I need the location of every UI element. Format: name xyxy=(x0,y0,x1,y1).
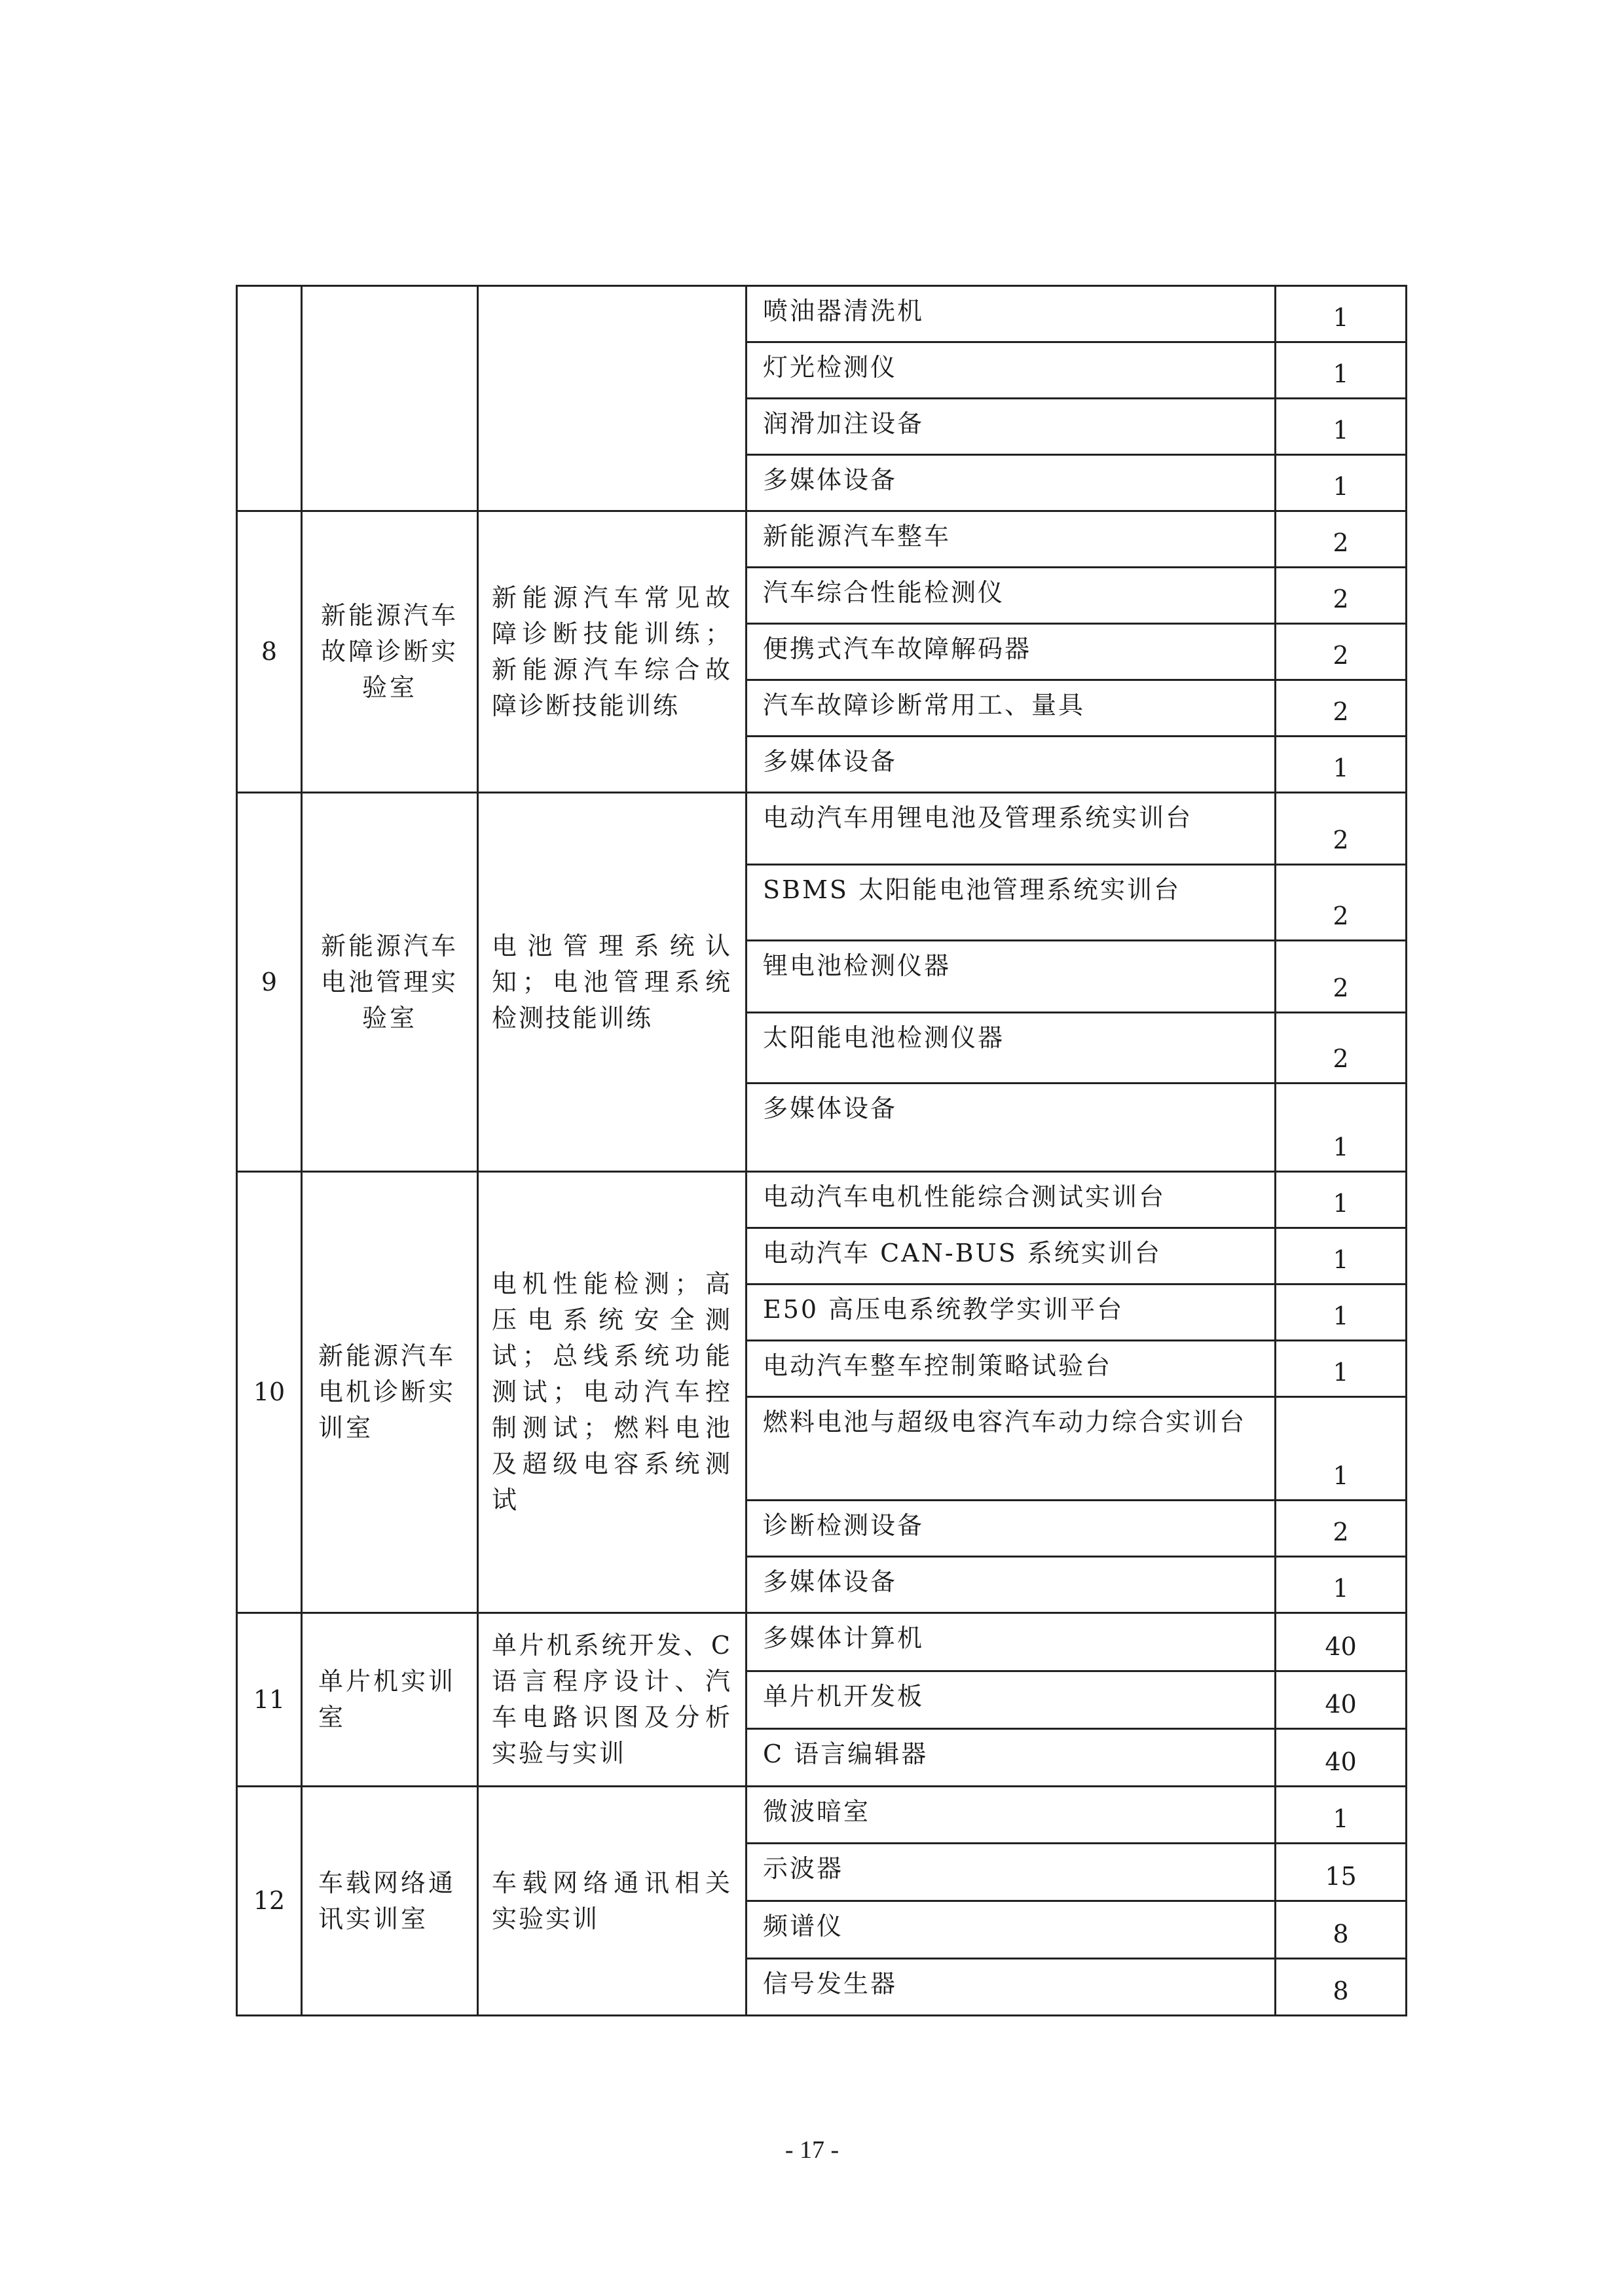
equipment-quantity: 2 xyxy=(1276,1501,1407,1557)
equipment-table xyxy=(236,285,1407,2016)
equipment-quantity: 2 xyxy=(1276,568,1407,624)
equipment-quantity: 1 xyxy=(1276,1341,1407,1397)
row-number: 9 xyxy=(237,793,302,1172)
row-number xyxy=(237,286,302,511)
equipment-quantity: 1 xyxy=(1276,1285,1407,1341)
row-number: 8 xyxy=(237,511,302,793)
equipment-name: SBMS 太阳能电池管理系统实训台 xyxy=(747,865,1276,941)
equipment-name: 汽车故障诊断常用工、量具 xyxy=(747,680,1276,737)
lab-function xyxy=(478,286,747,511)
lab-function: 新能源汽车常见故障诊断技能训练；新能源汽车综合故障诊断技能训练 xyxy=(478,511,747,793)
equipment-quantity: 2 xyxy=(1276,941,1407,1013)
equipment-name: 电动汽车用锂电池及管理系统实训台 xyxy=(747,793,1276,865)
equipment-quantity: 8 xyxy=(1276,1901,1407,1959)
table-row xyxy=(237,1787,1407,1844)
equipment-quantity: 1 xyxy=(1276,1172,1407,1228)
equipment-name: 单片机开发板 xyxy=(747,1671,1276,1729)
equipment-quantity: 1 xyxy=(1276,1787,1407,1844)
table-row xyxy=(237,286,1407,342)
equipment-name: 灯光检测仪 xyxy=(747,342,1276,399)
equipment-name: 润滑加注设备 xyxy=(747,399,1276,455)
equipment-name: 多媒体设备 xyxy=(747,737,1276,793)
lab-name: 新能源汽车电池管理实验室 xyxy=(302,793,478,1172)
equipment-name: 电动汽车整车控制策略试验台 xyxy=(747,1341,1276,1397)
equipment-name: E50 高压电系统教学实训平台 xyxy=(747,1285,1276,1341)
equipment-name: 电动汽车电机性能综合测试实训台 xyxy=(747,1172,1276,1228)
equipment-name: 喷油器清洗机 xyxy=(747,286,1276,342)
equipment-name: 燃料电池与超级电容汽车动力综合实训台 xyxy=(747,1397,1276,1501)
equipment-name: 锂电池检测仪器 xyxy=(747,941,1276,1013)
lab-name xyxy=(302,286,478,511)
equipment-quantity: 1 xyxy=(1276,1397,1407,1501)
lab-function: 电池管理系统认知；电池管理系统检测技能训练 xyxy=(478,793,747,1172)
equipment-quantity: 1 xyxy=(1276,737,1407,793)
equipment-name: 多媒体设备 xyxy=(747,1557,1276,1613)
equipment-name: 信号发生器 xyxy=(747,1959,1276,2016)
equipment-quantity: 40 xyxy=(1276,1729,1407,1787)
page-number: - 17 - xyxy=(784,2136,840,2164)
equipment-quantity: 2 xyxy=(1276,865,1407,941)
lab-function: 车载网络通讯相关实验实训 xyxy=(478,1787,747,2016)
lab-name: 单片机实训室 xyxy=(302,1613,478,1787)
equipment-quantity: 2 xyxy=(1276,680,1407,737)
equipment-quantity: 40 xyxy=(1276,1671,1407,1729)
equipment-name: 多媒体设备 xyxy=(747,455,1276,511)
equipment-name: 诊断检测设备 xyxy=(747,1501,1276,1557)
equipment-name: 太阳能电池检测仪器 xyxy=(747,1013,1276,1084)
equipment-quantity: 40 xyxy=(1276,1613,1407,1671)
equipment-quantity: 1 xyxy=(1276,286,1407,342)
table-row xyxy=(237,793,1407,865)
equipment-quantity: 2 xyxy=(1276,511,1407,568)
table-row xyxy=(237,1613,1407,1671)
equipment-quantity: 8 xyxy=(1276,1959,1407,2016)
row-number: 10 xyxy=(237,1172,302,1613)
equipment-name: 多媒体设备 xyxy=(747,1084,1276,1172)
lab-function: 单片机系统开发、C语言程序设计、汽车电路识图及分析实验与实训 xyxy=(478,1613,747,1787)
equipment-name: 多媒体计算机 xyxy=(747,1613,1276,1671)
lab-name: 车载网络通讯实训室 xyxy=(302,1787,478,2016)
equipment-name: 便携式汽车故障解码器 xyxy=(747,624,1276,680)
lab-function: 电机性能检测；高压电系统安全测试；总线系统功能测试；电动汽车控制测试；燃料电池及超级电容系统测试 xyxy=(478,1172,747,1613)
table-row xyxy=(237,1172,1407,1228)
equipment-quantity: 1 xyxy=(1276,1228,1407,1285)
equipment-name: 新能源汽车整车 xyxy=(747,511,1276,568)
equipment-name: 微波暗室 xyxy=(747,1787,1276,1844)
equipment-quantity: 1 xyxy=(1276,342,1407,399)
equipment-name: 电动汽车 CAN-BUS 系统实训台 xyxy=(747,1228,1276,1285)
equipment-quantity: 2 xyxy=(1276,1013,1407,1084)
table-row xyxy=(237,511,1407,568)
equipment-quantity: 15 xyxy=(1276,1844,1407,1901)
equipment-quantity: 2 xyxy=(1276,624,1407,680)
equipment-quantity: 2 xyxy=(1276,793,1407,865)
row-number: 12 xyxy=(237,1787,302,2016)
equipment-name: 频谱仪 xyxy=(747,1901,1276,1959)
equipment-name: 示波器 xyxy=(747,1844,1276,1901)
equipment-name: C 语言编辑器 xyxy=(747,1729,1276,1787)
equipment-quantity: 1 xyxy=(1276,1084,1407,1172)
equipment-quantity: 1 xyxy=(1276,1557,1407,1613)
equipment-name: 汽车综合性能检测仪 xyxy=(747,568,1276,624)
row-number: 11 xyxy=(237,1613,302,1787)
equipment-quantity: 1 xyxy=(1276,455,1407,511)
lab-name: 新能源汽车故障诊断实验室 xyxy=(302,511,478,793)
equipment-quantity: 1 xyxy=(1276,399,1407,455)
lab-name: 新能源汽车电机诊断实训室 xyxy=(302,1172,478,1613)
